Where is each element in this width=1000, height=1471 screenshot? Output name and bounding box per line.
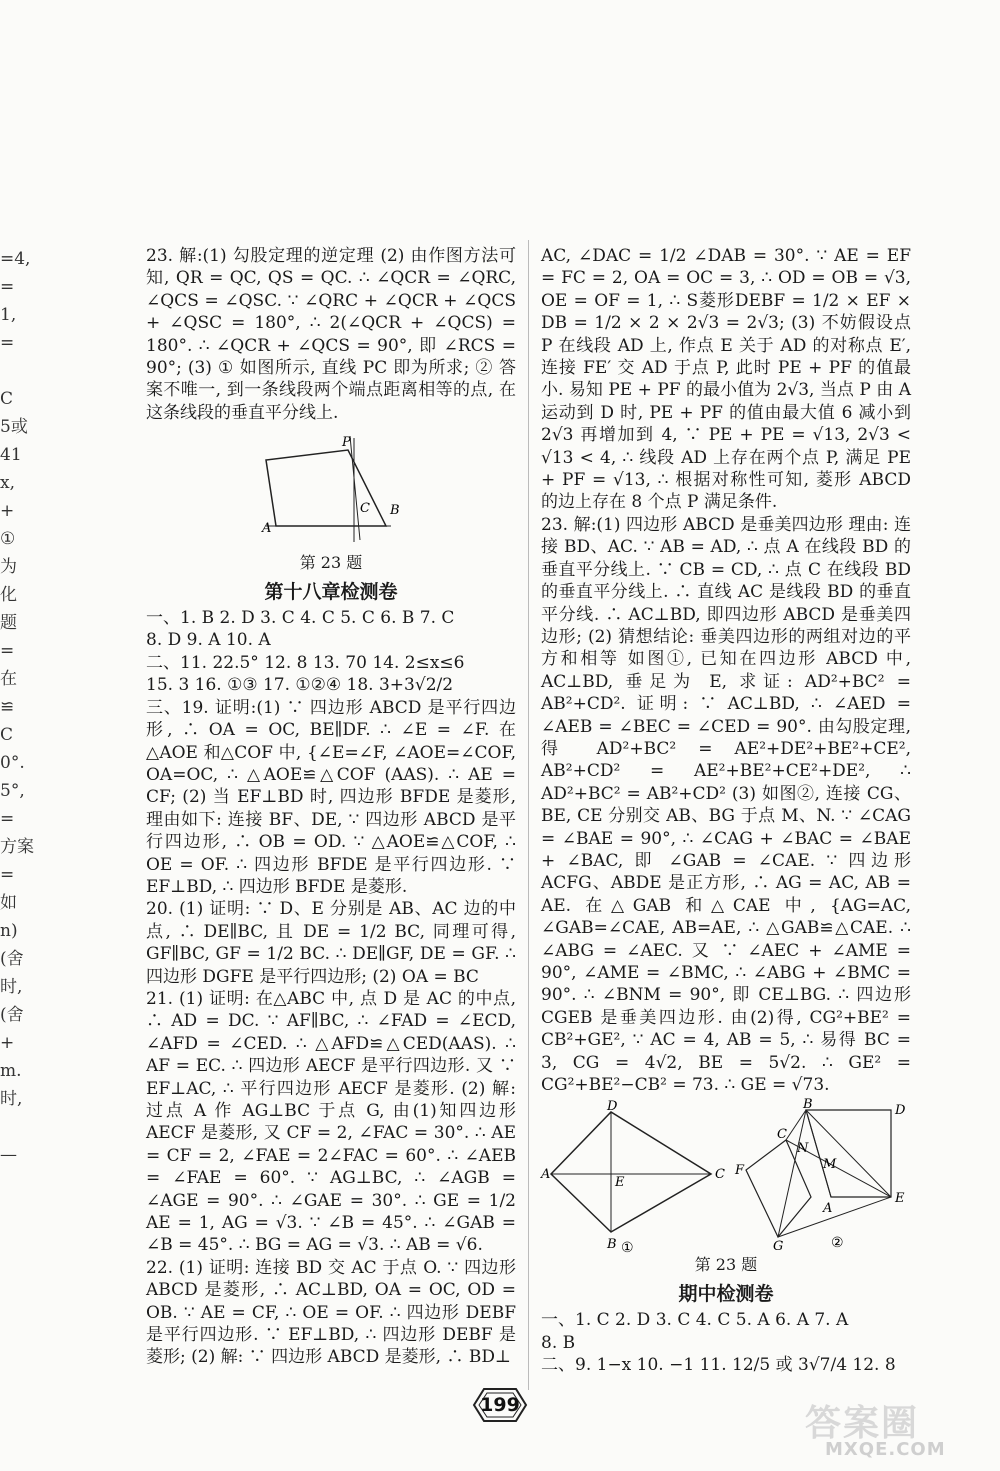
- margin-fragment: =: [0, 641, 15, 661]
- margin-fragment: 方案: [0, 837, 34, 857]
- midterm-mc-line2: 8. B: [541, 1332, 576, 1353]
- svg-text:D: D: [895, 1103, 906, 1119]
- watermark-logo: [805, 1395, 985, 1467]
- fig2-mark: ②: [831, 1235, 844, 1252]
- margin-fragment: x,: [0, 473, 15, 493]
- svg-text:B: B: [803, 1097, 813, 1113]
- svg-text:B: B: [390, 503, 400, 519]
- margin-fragment: m.: [0, 1061, 22, 1081]
- margin-fragment: —: [0, 1145, 17, 1165]
- margin-fragment: 0°.: [0, 753, 25, 773]
- svg-text:P: P: [342, 435, 351, 451]
- svg-text:N: N: [797, 1141, 809, 1157]
- figure-q23: [256, 430, 406, 550]
- svg-text:B: B: [607, 1237, 617, 1253]
- margin-fragment: n): [0, 921, 18, 941]
- margin-fragment: 5或: [0, 417, 28, 437]
- margin-fragment: ①: [0, 529, 16, 549]
- answer-q22: 22. (1) 证明: 连接 BD 交 AC 于点 O. ∵ 四边形 ABCD 是菱形, ∴ AC⊥BD, OA = OC, OD = OB. ∵ AE = CF, ∴ OE = OF. ∴ 四边形 DEBF 是平行四边形. ∵ EF⊥BD, ∴ 四边形 DEBF 是菱形; (2) 解: ∵ 四边形 ABCD 是菱形, ∴ BD⊥: [146, 1257, 516, 1368]
- fill-answers-line2: 15. 3 16. ①③ 17. ①②④ 18. 3+3√2/2: [146, 675, 454, 696]
- svg-text:C: C: [360, 501, 370, 517]
- margin-fragment: +: [0, 501, 15, 521]
- margin-fragment: =: [0, 865, 15, 885]
- figure-q23-2: [734, 1097, 906, 1254]
- margin-fragment: =4,: [0, 249, 31, 269]
- fig1-mark: ①: [621, 1240, 634, 1257]
- margin-fragment: [0, 354, 28, 382]
- margin-fragment: =: [0, 277, 15, 297]
- svg-text:A: A: [262, 521, 272, 537]
- margin-fragment: [0, 1110, 28, 1138]
- margin-fragment: 题: [0, 613, 17, 633]
- watermark-text-bottom: MXQE.COM: [825, 1439, 946, 1460]
- margin-fragment: 化: [0, 585, 17, 605]
- figure-q23-1: [540, 1099, 725, 1256]
- column-divider: [528, 240, 529, 1390]
- margin-fragment: (舍: [0, 1005, 24, 1025]
- margin-fragment: =: [0, 333, 15, 353]
- svg-text:C: C: [777, 1127, 787, 1143]
- margin-fragment: 在: [0, 669, 17, 689]
- margin-fragment: (舍: [0, 949, 24, 969]
- svg-text:E: E: [615, 1175, 625, 1191]
- watermark-text-top: 答案圈: [805, 1403, 920, 1444]
- page-number: 199: [480, 1394, 520, 1416]
- figure-q23-caption: 第 23 题: [299, 553, 363, 573]
- midterm-test-title: 期中检测卷: [678, 1282, 774, 1305]
- midterm-fill-line1: 二、9. 1−x 10. −1 11. 12/5 或 3√7/4 12. 8: [541, 1355, 896, 1376]
- svg-text:A: A: [541, 1167, 551, 1183]
- svg-text:C: C: [715, 1167, 725, 1183]
- answer-q19: 三、19. 证明:(1) ∵ 四边形 ABCD 是平行四边形, ∴ OA = OC, BE∥DF. ∴ ∠E = ∠F. 在△AOE 和△COF 中, {∠E=∠F, ∠AOE=∠COF, OA=OC, ∴ △AOE≌△COF (AAS). ∴ AE = CF; (2) 当 EF⊥BD 时, 四边形 BFDE 是菱形, 理由如下: 连接 BF、DE, ∵ 四边形 ABCD 是平行四边形, ∴ OB = OD. ∵ △AOE≌△COF, ∴ OE = OF. ∴ 四边形 BFDE 是平行四边形. ∵ EF⊥BD, ∴ 四边形 BFDE 是菱形.: [146, 697, 516, 897]
- answer-q23-ch18: 23. 解:(1) 四边形 ABCD 是垂美四边形 理由: 连接 BD、AC. ∵ AB = AD, ∴ 点 A 在线段 BD 的垂直平分线上. ∵ CB = CD, ∴ 点 C 在线段 BD 的垂直平分线上. ∴ 直线 AC 是线段 BD 的垂直平分线. ∴ AC⊥BD, 即四边形 ABCD 是垂美四边形; (2) 猜想结论: 垂美四边形的两组对边的平方和相等 如图①, 已知在四边形 ABCD 中, AC⊥BD, 垂足为 E, 求证: AD²+BC² = AB²+CD². 证明: ∵ AC⊥BD, ∴ ∠AED = ∠AEB = ∠BEC = ∠CED = 90°. 由勾股定理, 得 AD²+BC² = AE²+DE²+BE²+CE², AB²+CD² = AE²+BE²+CE²+DE², ∴ AD²+BC² = AB²+CD² (3) 如图②, 连接 CG、BE, CE 分别交 AB、BG 于点 M、N. ∵ ∠CAG = ∠BAE = 90°, ∴ ∠CAG + ∠BAC = ∠BAE + ∠BAC, 即 ∠GAB = ∠CAE. ∵ 四边形 ACFG、ABDE 是正方形, ∴ AG = AC, AB = AE. 在△GAB 和△CAE 中, {AG=AC, ∠GAB=∠CAE, AB=AE, ∴ △GAB≌△CAE. ∴ ∠ABG = ∠AEC. 又 ∵ ∠AEC + ∠AME = 90°, ∠AME = ∠BMC, ∴ ∠ABG + ∠BMC = 90°. ∴ ∠BNM = 90°, 即 CE⊥BG. ∴ 四边形 CGEB 是垂美四边形. 由(2)得, CG²+BE² = CB²+GE², ∵ AC = 4, AB = 5, ∴ 易得 BC = 3, CG = 4√2, BE = 5√2. ∴ GE² = CG²+BE²−CB² = 73. ∴ GE = √73.: [541, 514, 911, 1096]
- left-margin-fragments: [0, 242, 34, 1392]
- margin-fragment: 为: [0, 557, 17, 577]
- figure-q23-pair: [541, 1097, 911, 1257]
- figure-q23-right-caption: 第 23 题: [694, 1255, 758, 1275]
- svg-text:G: G: [773, 1239, 784, 1255]
- svg-text:E: E: [895, 1191, 905, 1207]
- margin-fragment: 41: [0, 445, 22, 465]
- left-column: [146, 245, 516, 1369]
- svg-text:F: F: [735, 1163, 745, 1179]
- mc-answers-line2: 8. D 9. A 10. A: [146, 630, 271, 651]
- svg-text:D: D: [607, 1099, 618, 1115]
- fill-answers-line1: 二、11. 22.5° 12. 8 13. 70 14. 2≤x≤6: [146, 652, 465, 673]
- svg-text:M: M: [823, 1157, 837, 1173]
- right-column: [541, 245, 911, 1376]
- margin-fragment: 时,: [0, 1089, 23, 1109]
- answer-q21: 21. (1) 证明: 在△ABC 中, 点 D 是 AC 的中点, ∴ AD = DC. ∵ AF∥BC, ∴ ∠FAD = ∠ECD, ∠AFD = ∠CED. ∴ △AFD≌△CED(AAS). ∴ AF = EC. ∴ 四边形 AECF 是平行四边形. 又 ∵ EF⊥AC, ∴ 平行四边形 AECF 是菱形. (2) 解: 过点 A 作 AG⊥BC 于点 G, 由(1)知四边形 AECF 是菱形, 又 CF = 2, ∠FAC = 30°. ∴ AE = CF = 2, ∠FAE = 2∠FAC = 60°. ∴ ∠AEB = ∠FAE = 60°. ∵ AG⊥BC, ∴ ∠AGB = ∠AGE = 90°. ∴ ∠GAE = 30°. ∴ GE = 1/2 AE = 1, AG = √3. ∵ ∠B = 45°. ∴ ∠GAB = ∠B = 45°. ∴ BG = AG = √3. ∴ AB = √6.: [146, 988, 516, 1256]
- margin-fragment: 5°,: [0, 781, 25, 801]
- margin-fragment: 如: [0, 893, 17, 913]
- margin-fragment: ≌: [0, 697, 15, 717]
- margin-fragment: C: [0, 389, 14, 409]
- margin-fragment: 时,: [0, 977, 23, 997]
- mc-answers-line1: 一、1. B 2. D 3. C 4. C 5. C 6. B 7. C: [146, 608, 455, 629]
- page-number-badge: [470, 1385, 530, 1425]
- svg-text:A: A: [823, 1201, 833, 1217]
- answer-q22-continued: AC, ∠DAC = 1/2 ∠DAB = 30°. ∵ AE = EF = FC = 2, OA = OC = 3, ∴ OD = OB = √3, OE = OF = 1, ∴ S菱形DEBF = 1/2 × EF × DB = 1/2 × 2 × 2√3 = 2√3; (3) 不妨假设点 P 在线段 AD 上, 作点 E 关于 AD 的对称点 E′, 连接 FE′ 交 AD 于点 P, 此时 PE + PF 的值最小. 易知 PE + PF 的最小值为 2√3, 当点 P 由 A 运动到 D 时, PE + PF 的值由最大值 6 减小到 2√3 再增加到 4, ∵ PE + PE = √13, 2√3 < √13 < 4, ∴ 线段 AD 上存在两个点 P, 满足 PE + PF = √13, ∴ 根据对称性可知, 菱形 ABCD 的边上存在 8 个点 P 满足条件.: [541, 246, 911, 513]
- margin-fragment: C: [0, 725, 14, 745]
- margin-fragment: +: [0, 1033, 15, 1053]
- margin-fragment: 1,: [0, 305, 17, 325]
- answer-q23: 23. 解:(1) 勾股定理的逆定理 (2) 由作图方法可知, QR = QC, QS = QC. ∴ ∠QCR = ∠QRC, ∠QCS = ∠QSC. ∵ ∠QRC + ∠QCR + ∠QCS + ∠QSC = 180°, ∴ 2(∠QCR + ∠QCS) = 180°. ∴ ∠QCR + ∠QCS = 90°, 即 ∠RCS = 90°; (3) ① 如图所示, 直线 PC 即为所求; ② 答案不唯一, 到一条线段两个端点距离相等的点, 在这条线段的垂直平分线上.: [146, 246, 516, 423]
- answer-q20: 20. (1) 证明: ∵ D、E 分别是 AB、AC 边的中点, ∴ DE∥BC, 且 DE = 1/2 BC, 同理可得, GF∥BC, GF = 1/2 BC. ∴ DE∥GF, DE = GF. ∴ 四边形 DGFE 是平行四边形; (2) OA = BC: [146, 899, 516, 987]
- midterm-mc-line1: 一、1. C 2. D 3. C 4. C 5. A 6. A 7. A: [541, 1310, 849, 1331]
- margin-fragment: =: [0, 809, 15, 829]
- chapter18-test-title: 第十八章检测卷: [264, 580, 398, 603]
